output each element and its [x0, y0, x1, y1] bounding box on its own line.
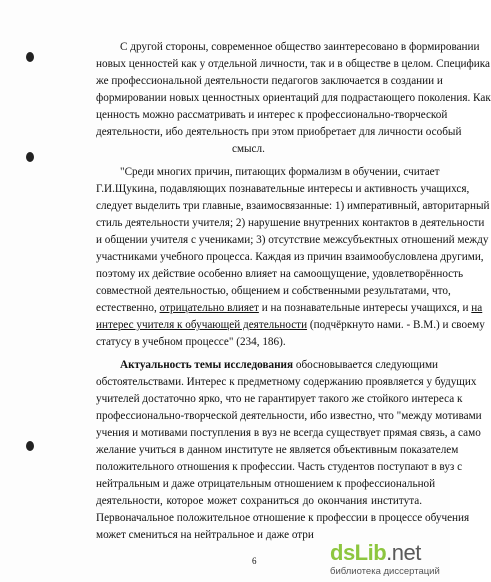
- text-line: обстоятельствами. Интерес к предметному содержанию проявляется у будущих: [96, 376, 477, 388]
- text-line: нейтральным и даже отрицательным отношением к профессиональной: [96, 478, 436, 490]
- text-line: учения и мотивами поступления в вуз не всегда существует прямая связь, а само: [96, 427, 481, 439]
- text-line: деятельности, ибо деятельность при этом приобретает для личности особый: [96, 126, 462, 138]
- logo-main: dsLib: [330, 540, 387, 565]
- text-line: [120, 358, 439, 372]
- text-line: деятельности, которое может сохраниться до окончания института.: [96, 495, 422, 507]
- text-line: новых ценностей как у отдельной личности, так и в обществе в целом. Специфика: [96, 58, 491, 70]
- punch-hole-top: [26, 52, 34, 62]
- underlined-phrase: отрицательно влияет: [159, 302, 259, 314]
- punch-hole-bottom: [26, 441, 34, 451]
- quote-line: участниками учебного процесса. Каждая из причин взаимообусловлена другими,: [96, 251, 484, 263]
- underlined-phrase: интерес учителя к обучающей деятельности: [96, 319, 308, 331]
- punch-hole-middle: [26, 152, 34, 162]
- quote-line: совместной деятельностью, общением и собственными результатами, что,: [96, 285, 451, 297]
- text-line: ценность можно рассматривать и интерес к профессионально-творческой: [96, 109, 448, 121]
- text-run: обосновывается следующими: [293, 359, 439, 371]
- underlined-phrase: на: [471, 302, 483, 314]
- text-line: желание учиться в данном институте не является объективным показателем: [96, 444, 459, 456]
- text-run: естественно,: [96, 302, 160, 314]
- watermark-logo: [330, 540, 421, 566]
- watermark[interactable]: [330, 540, 448, 580]
- quote-line: поэтому их действие особенно влияет на самоощущение, удовлетворённость: [96, 268, 464, 280]
- quote-line: "Среди многих причин, питающих формализм в обучении, считает: [120, 166, 440, 178]
- text-run: и на познавательные интересы учащихся, и: [258, 302, 472, 314]
- text-line: С другой стороны, современное общество заинтересовано в формировании: [120, 41, 480, 53]
- text-run: (подчёркнуто нами. - В.М.) и своему: [307, 319, 485, 331]
- text-line: формировании новых ценностных ориентаций для подрастающего поколения. Как: [96, 92, 491, 104]
- text-line: Первоначальное положительное отношение к профессии в процессе обучения: [96, 512, 470, 524]
- quote-line: и общении учителя с учениками; 3) отсутствие межсубъектных отношений между: [96, 234, 489, 246]
- text-line: профессионально-творческой деятельности, ибо известно, что "между мотивами: [96, 410, 482, 422]
- quote-line: стиль деятельности учителя; 2) нарушение внутренних контактов в деятельности: [96, 217, 485, 229]
- quote-line: следует выделить три главные, взаимосвязанные: 1) императивный, авторитарный: [96, 200, 490, 212]
- text-line: смысл.: [232, 143, 265, 155]
- text-line: учителей достаточно ярко, что не гарантирует такого же стойкого интереса к: [96, 393, 463, 405]
- quote-line: [96, 318, 485, 332]
- bold-heading-run: Актуальность темы исследования: [120, 359, 294, 371]
- quote-line: Г.И.Щукина, подавляющих познавательные интересы и активность учащихся,: [96, 183, 470, 195]
- text-line: может смениться на нейтральное и даже отри: [96, 529, 314, 541]
- page-number: 6: [252, 556, 257, 566]
- text-line: положительного отношения к профессии. Часть студентов поступают в вуз с: [96, 461, 463, 473]
- logo-tld: .net: [386, 540, 421, 565]
- text-line: же профессиональной деятельности педагогов заключается в создании и: [96, 75, 443, 87]
- quote-line: [96, 301, 483, 315]
- quote-line: статусу в учебном процессе" (234, 186).: [96, 336, 286, 348]
- watermark-subtitle: библиотека диссертаций: [330, 566, 440, 577]
